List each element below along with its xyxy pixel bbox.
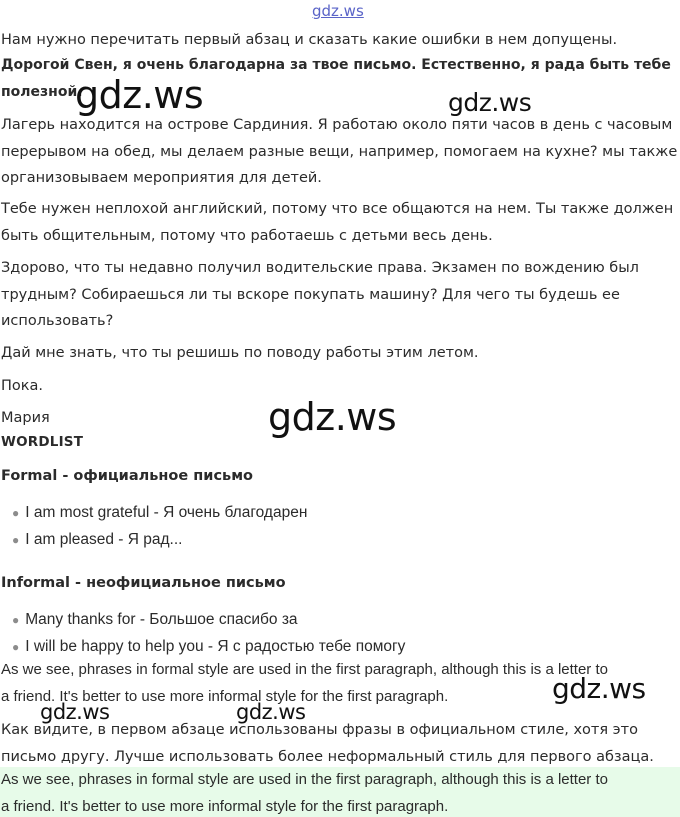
text-line: организовываем мероприятия для детей. (1, 170, 322, 186)
list-item (12, 611, 298, 629)
text-line: быть общительным, потому что работаешь с детьми весь день. (1, 227, 493, 244)
watermark: gdz.ws (552, 672, 646, 705)
list-item-text: I will be happy to help you - Я с радостью тебе помогу (25, 638, 406, 655)
watermark-link[interactable]: gdz.ws (312, 2, 364, 20)
text-line: As we see, phrases in formal style are used in the first paragraph, although this is a letter to (1, 661, 608, 678)
informal-heading: Informal - неофициальное письмо (1, 575, 286, 591)
bullet-icon: ● (12, 506, 20, 520)
text-line: Нам нужно перечитать первый абзац и сказать какие ошибки в нем допущены. (1, 32, 618, 48)
text-line: As we see, phrases in formal style are used in the first paragraph, although this is a letter to (1, 771, 608, 788)
bullet-icon: ● (12, 533, 20, 547)
list-item (12, 531, 182, 549)
english-paragraph (1, 196, 676, 249)
list-item-text: I am pleased - Я рад... (25, 531, 183, 548)
bullet-icon: ● (12, 613, 20, 627)
text-line: использовать? (1, 313, 114, 329)
text-line: Лагерь находится на острове Сардиния. Я работаю около пяти часов в день с часовым (1, 117, 673, 133)
text-line: Дорогой Свен, я очень благодарна за твое письмо. Естественно, я рада быть тебе (1, 57, 671, 73)
license-paragraph (1, 255, 676, 335)
bullet-icon: ● (12, 640, 20, 654)
text-line: трудным? Собираешься ли ты вскоре покупать машину? Для чего ты будешь ее (1, 286, 620, 303)
text-line: a friend. It's better to use more informal style for the first paragraph. (1, 797, 449, 815)
watermark: gdz.ws (236, 700, 306, 724)
answer-russian (1, 717, 676, 770)
list-item (12, 504, 307, 522)
letme-paragraph (1, 340, 676, 367)
answer-english-highlighted (1, 767, 676, 817)
formal-heading: Formal - официальное письмо (1, 468, 254, 484)
text-line: Мария (1, 410, 50, 426)
text-line: Как видите, в первом абзаце использованы фразы в официальном стиле, хотя это (1, 722, 638, 738)
watermark: gdz.ws (40, 700, 110, 724)
list-item-text: Many thanks for - Большое спасибо за (25, 611, 298, 628)
watermark: gdz.ws (448, 88, 532, 117)
watermark: gdz.ws (75, 73, 204, 117)
text-line: Тебе нужен неплохой английский, потому что все общаются на нем. Ты также должен (1, 201, 674, 217)
list-item-text: I am most grateful - Я очень благодарен (25, 504, 308, 521)
text-line: Здорово, что ты недавно получил водительские права. Экзамен по вождению был (1, 260, 639, 276)
list-item (12, 638, 405, 656)
wordlist-title: WORDLIST (1, 434, 84, 450)
watermark: gdz.ws (268, 395, 397, 439)
intro-paragraph (1, 27, 676, 54)
text-line: перерывом на обед, мы делаем разные вещи, например, помогаем на кухне? мы также (1, 143, 678, 160)
text-line: Пока. (1, 378, 44, 394)
text-line: Дай мне знать, что ты решишь по поводу работы этим летом. (1, 345, 479, 361)
text-line: a friend. It's better to use more informal style for the first paragraph. (1, 687, 449, 705)
text-line: письмо другу. Лучше использовать более неформальный стиль для первого абзаца. (1, 748, 654, 765)
text-line: полезной. (1, 83, 83, 100)
camp-paragraph (1, 112, 676, 192)
